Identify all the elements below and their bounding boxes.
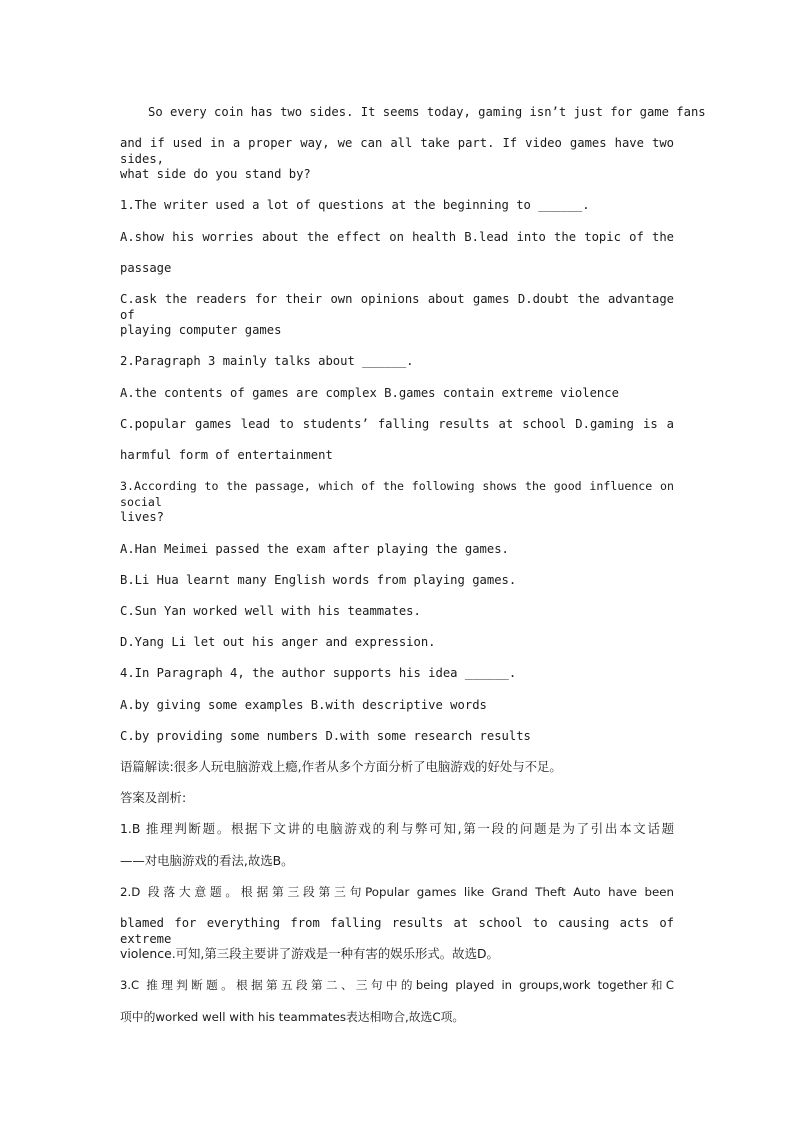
answer-2-line-3: violence.可知,第三段主要讲了游戏是一种有害的娱乐形式。故选D。: [120, 946, 499, 961]
passage-line-2: and if used in a proper way, we can all take part. If video games have two sides,: [120, 136, 674, 166]
question-1-option-line: A.show his worries about the effect on health B.lead into the topic of the: [120, 230, 674, 244]
question-3-option-line: A.Han Meimei passed the exam after playing the games.: [120, 542, 509, 556]
discourse-summary: 语篇解读:很多人玩电脑游戏上瘾,作者从多个方面分析了电脑游戏的好处与不足。: [120, 759, 562, 774]
question-2-option-line: C.popular games lead to students’ falling results at school D.gaming is a: [120, 417, 674, 431]
question-2-option-line: A.the contents of games are complex B.games contain extreme violence: [120, 386, 619, 400]
question-4-stem: 4.In Paragraph 4, the author supports his idea ______.: [120, 666, 517, 680]
answer-3-line-1: 3.C 推理判断题。根据第五段第二、三句中的being played in groups,work together和C: [120, 978, 674, 992]
question-1-option-line: C.ask the readers for their own opinions about games D.doubt the advantage of: [120, 292, 674, 322]
answer-1-line-2: ——对电脑游戏的看法,故选B。: [120, 853, 294, 868]
question-3-option-line: B.Li Hua learnt many English words from playing games.: [120, 573, 517, 587]
question-2-stem: 2.Paragraph 3 mainly talks about ______.: [120, 354, 414, 368]
question-3-stem: 3.According to the passage, which of the following shows the good influence on social: [120, 479, 674, 509]
question-1-stem: 1.The writer used a lot of questions at the beginning to ______.: [120, 198, 590, 212]
answer-3-line-2: 项中的worked well with his teammates表达相吻合,故选C项。: [120, 1010, 465, 1024]
question-4-option-line: C.by providing some numbers D.with some research results: [120, 729, 531, 743]
answer-2-line-2: blamed for everything from falling results at school to causing acts of extreme: [120, 916, 674, 946]
question-3-option-line: D.Yang Li let out his anger and expression.: [120, 635, 436, 649]
passage-line-3: what side do you stand by?: [120, 167, 311, 181]
question-3-option-line: C.Sun Yan worked well with his teammates.: [120, 604, 421, 618]
answer-1-line-1: 1.B 推理判断题。根据下文讲的电脑游戏的利与弊可知,第一段的问题是为了引出本文话题: [120, 821, 674, 836]
question-1-option-line: playing computer games: [120, 323, 282, 337]
passage-line-1: So every coin has two sides. It seems today, gaming isn’t just for game fans: [148, 105, 706, 119]
answer-2-line-1: 2.D 段落大意题。根据第三段第三句Popular games like Grand Theft Auto have been: [120, 885, 674, 899]
answers-heading: 答案及剖析:: [120, 790, 187, 805]
question-2-option-line: harmful form of entertainment: [120, 448, 333, 462]
question-1-option-line: passage: [120, 261, 172, 275]
question-3-stem-continued: lives?: [120, 510, 165, 524]
question-4-option-line: A.by giving some examples B.with descriptive words: [120, 698, 487, 712]
